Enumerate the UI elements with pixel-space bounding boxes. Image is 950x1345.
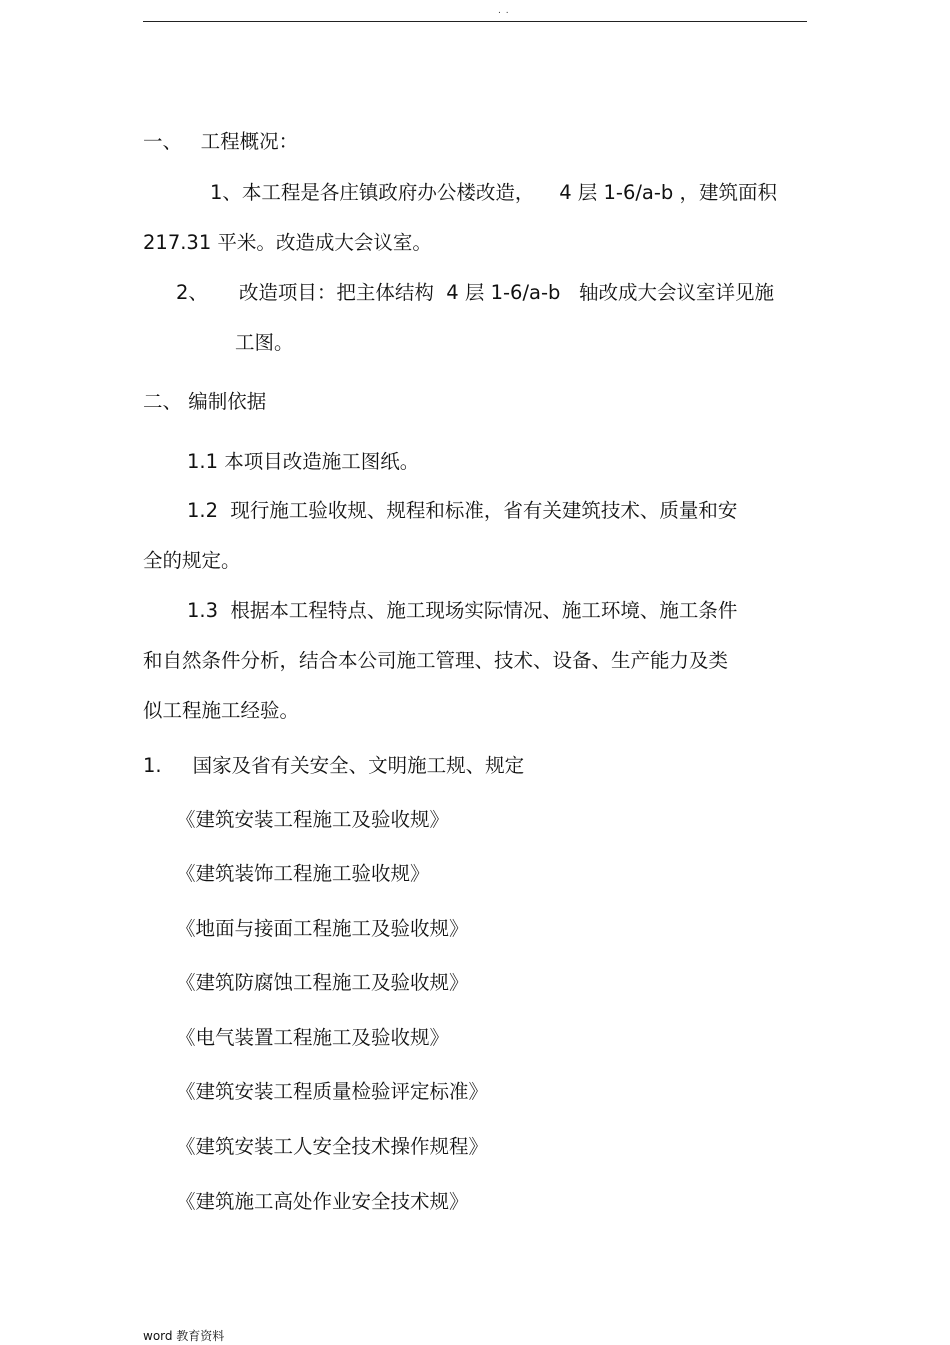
footer-text: word 教育资料 xyxy=(143,1329,225,1343)
paragraph-line: 似工程施工经验。 xyxy=(143,699,300,722)
section-heading-overview: 一、 工程概况： xyxy=(143,130,299,153)
section-heading-basis: 二、 编制依据 xyxy=(143,390,267,413)
list-item: 《建筑安装工程施工及验收规》 xyxy=(176,808,450,831)
paragraph-line: 1.1 本项目改造施工图纸。 xyxy=(187,450,420,473)
list-item: 《建筑施工高处作业安全技术规》 xyxy=(176,1190,469,1213)
paragraph-line: 217.31 平米。改造成大会议室。 xyxy=(143,231,432,254)
header-rule xyxy=(143,21,807,22)
list-item: 《电气装置工程施工及验收规》 xyxy=(176,1026,450,1049)
paragraph-line: 1.2 现行施工验收规、规程和标准，省有关建筑技术、质量和安 xyxy=(187,499,738,522)
list-item: 《建筑安装工人安全技术操作规程》 xyxy=(176,1135,489,1158)
paragraph-line: 1、本工程是各庄镇政府办公楼改造， 4 层 1-6/a-b ，建筑面积 xyxy=(210,181,777,204)
paragraph-line: 工图。 xyxy=(235,331,294,354)
list-heading: 1. 国家及省有关安全、文明施工规、规定 xyxy=(143,754,525,777)
paragraph-line: 全的规定。 xyxy=(143,549,241,572)
paragraph-line: 2、 改造项目：把主体结构 4 层 1-6/a-b 轴改成大会议室详见施 xyxy=(176,281,774,304)
paragraph-line: 1.3 根据本工程特点、施工现场实际情况、施工环境、施工条件 xyxy=(187,599,738,622)
list-item: 《地面与接面工程施工及验收规》 xyxy=(176,917,469,940)
list-item: 《建筑安装工程质量检验评定标准》 xyxy=(176,1080,489,1103)
list-item: 《建筑装饰工程施工验收规》 xyxy=(176,862,430,885)
paragraph-line: 和自然条件分析，结合本公司施工管理、技术、设备、生产能力及类 xyxy=(143,649,729,672)
list-item: 《建筑防腐蚀工程施工及验收规》 xyxy=(176,971,469,994)
header-dots: . . xyxy=(498,6,510,16)
